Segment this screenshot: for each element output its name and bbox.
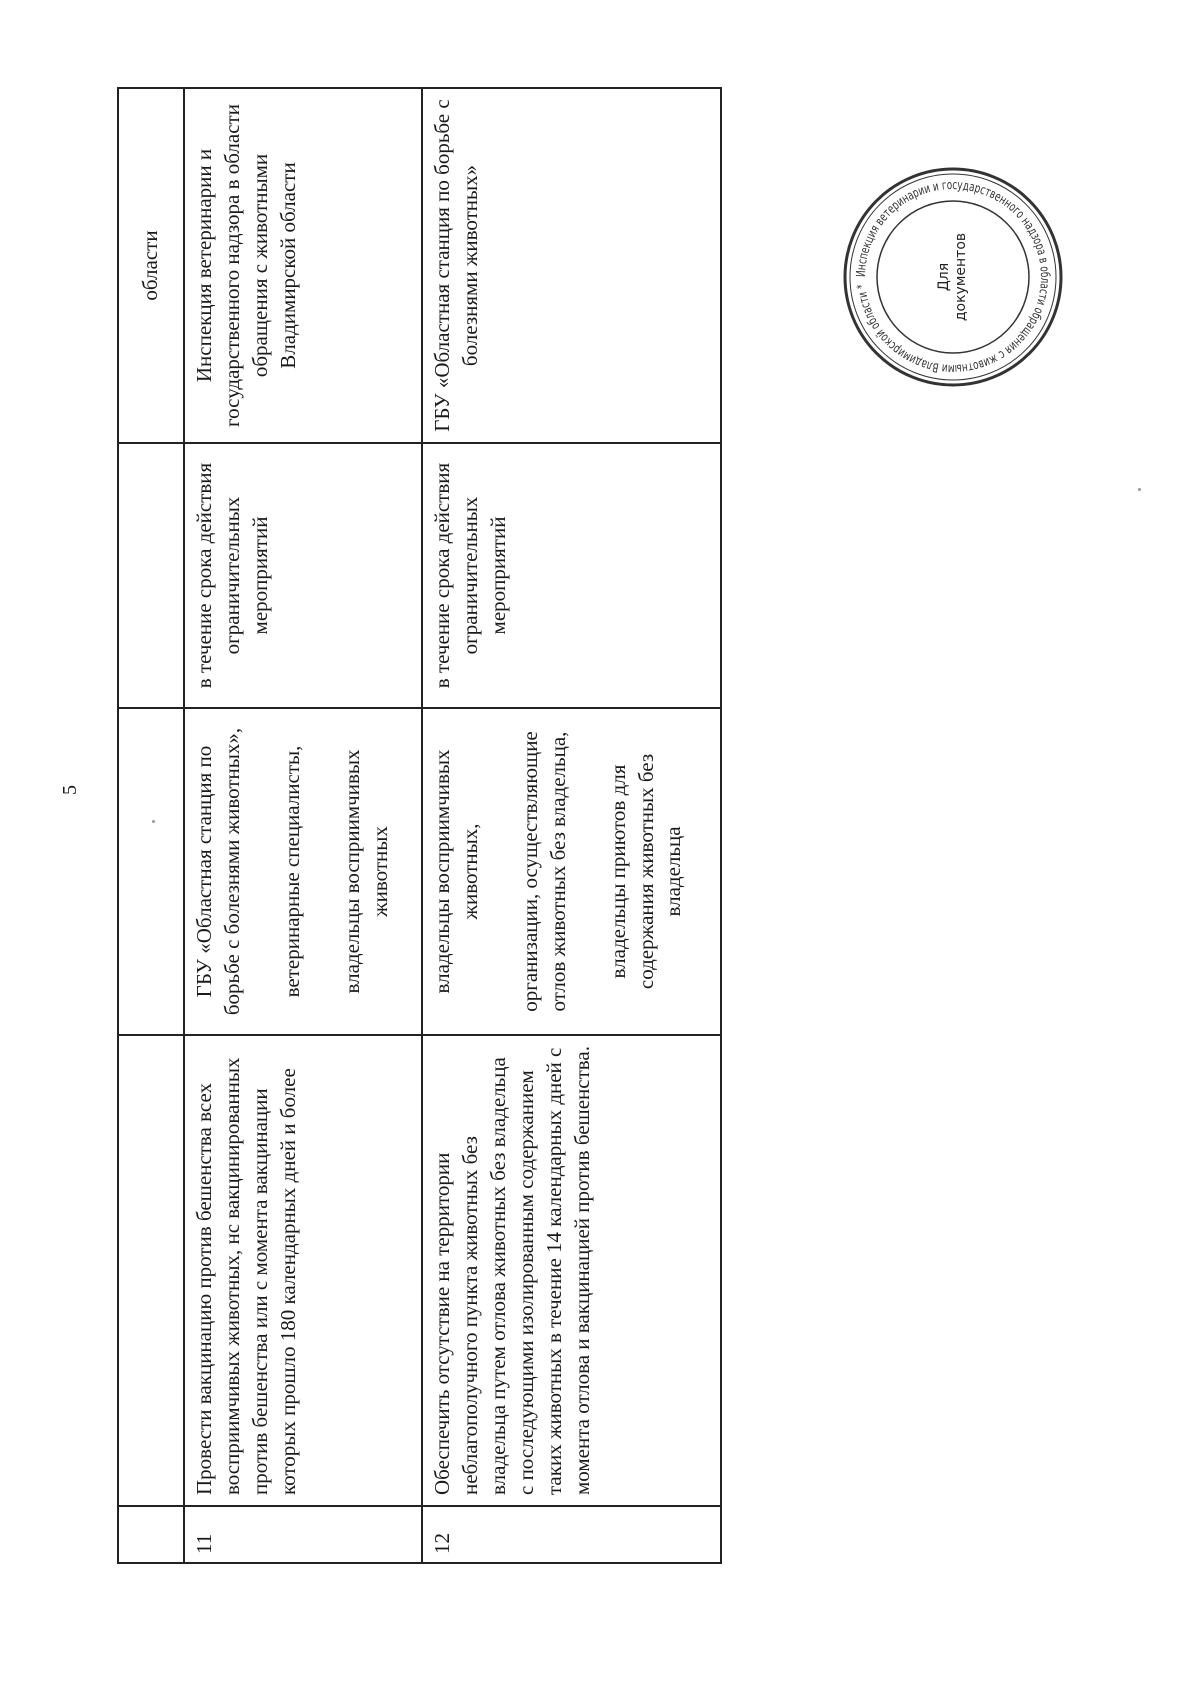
stamp-ring-text: Инспекция ветеринарии и государственного надзора в области обращения с животными Владимирской области * — [852, 176, 1054, 378]
table-row — [422, 88, 721, 1563]
row-responsible: ГБУ «Областная станция по борьбе с болезнями животных» — [422, 88, 721, 443]
stamp-center-text — [913, 232, 993, 322]
page-number: 5 — [59, 785, 81, 795]
row-measure: Обеспечить отсутствие на территории неблагополучного пункта животных без владельца путем отлова животных без владельца с последующими изолированным содержанием таких животных в течение 14 календарных дней с момента отлова и вакцинацией против бешенства. — [422, 1035, 721, 1506]
executor-item: ветеринарные специалисты, — [279, 745, 304, 998]
header-cell-num — [118, 1506, 184, 1563]
official-stamp — [838, 162, 1068, 392]
stamp-center-line: документов — [953, 232, 969, 322]
executor-item: ГБУ «Областная станция по борьбе с болезнями животных», — [192, 727, 244, 1016]
executor-item: владельцы восприимчивых животных, — [429, 749, 482, 994]
row-executors — [184, 708, 422, 1035]
executor-item: организации, осуществляющие отлов животных без владельца, — [517, 731, 570, 1012]
stamp-center-line: Для — [936, 262, 953, 292]
scan-speck — [152, 820, 155, 823]
row-deadline: в течение срока действия ограничительных мероприятий — [184, 443, 422, 708]
measures-table-rotated — [117, 89, 722, 1564]
header-cell-responsible: области — [118, 88, 184, 443]
table-header-row — [118, 88, 184, 1563]
row-number: 12 — [422, 1506, 721, 1563]
table-row — [184, 88, 422, 1563]
header-cell-deadline — [118, 443, 184, 708]
scan-speck — [1138, 488, 1141, 491]
row-number: 11 — [184, 1506, 422, 1563]
executor-item: владельцы приютов для содержания животных без владельца — [605, 753, 686, 990]
row-measure: Провести вакцинацию против бешенства всех восприимчивых животных, нс вакцинированных против бешенства или с момента вакцинации которых прошло 180 календарных дней и более — [184, 1035, 422, 1506]
measures-table — [117, 87, 722, 1564]
row-responsible: Инспекция ветеринарии и государственного надзора в области обращения с животными Владимирской области — [184, 88, 422, 443]
row-executors — [422, 708, 721, 1035]
executor-item: владельцы восприимчивых животных — [339, 749, 392, 994]
row-deadline: в течение срока действия ограничительных мероприятий — [422, 443, 721, 708]
header-cell-executors — [118, 708, 184, 1035]
header-cell-measure — [118, 1035, 184, 1506]
